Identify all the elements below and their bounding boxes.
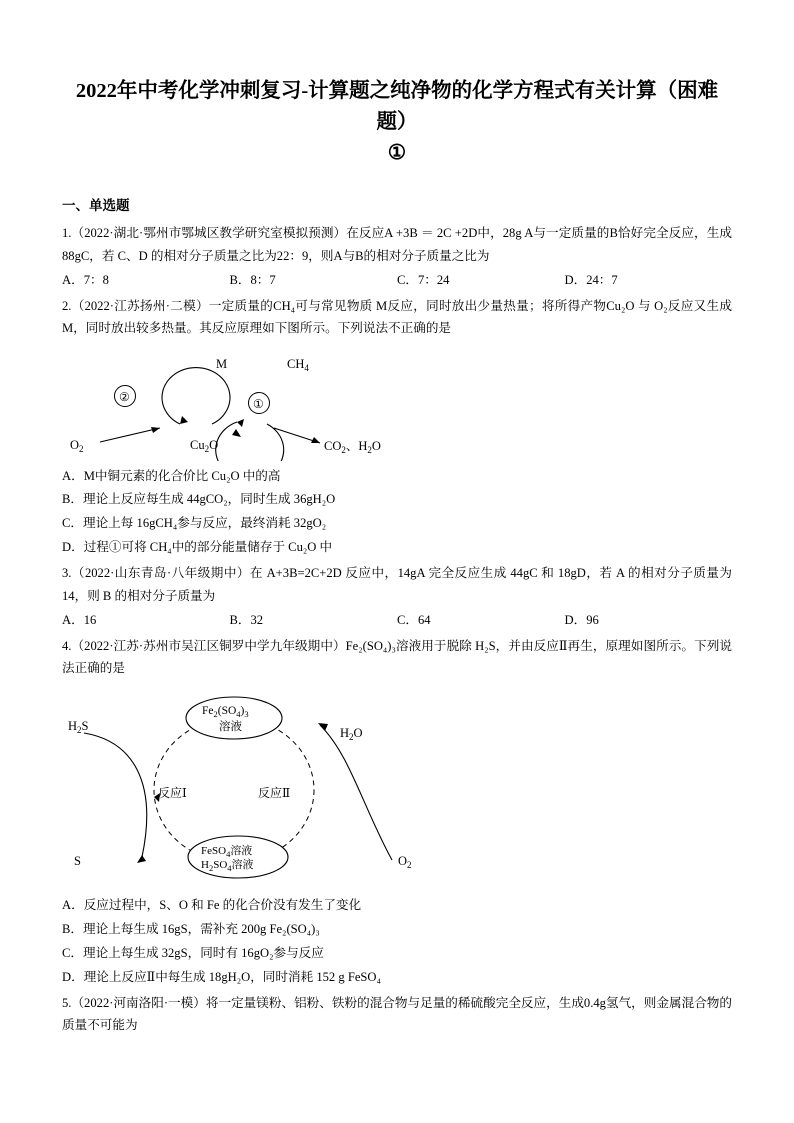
option-a[interactable]: A．M中铜元素的化合价比 Cu₂O 中的高 — [62, 468, 281, 483]
figure-label-o2: $O_2$ — [70, 437, 84, 454]
question-stem: 4.（2022·江苏·苏州市吴江区铜罗中学九年级期中）Fe₂(SO₄)₃溶液用于脱除 H₂S，并由反应Ⅱ再生，原理如图所示。下列说法正确的是 — [62, 638, 732, 676]
figure-label-h2o: $H_2O$ — [340, 726, 363, 743]
option-a[interactable]: A．16 — [62, 612, 97, 627]
figure-label-h2s: $H_2S$ — [68, 719, 89, 736]
option-b[interactable]: B．8：7 — [229, 273, 276, 288]
option-d[interactable]: D．24：7 — [564, 273, 618, 288]
question-options — [62, 269, 732, 292]
question-stem: 3.（2022·山东青岛·八年级期中）在 A+3B=2C+2D 反应中，14gA 完全反应生成 44gC 和 18gD，若 A 的相对分子质量为 14，则 B 的相对分子质量为 — [62, 566, 732, 603]
figure-label-reaction-1: 反应Ⅰ — [158, 786, 187, 801]
option-b[interactable]: B．32 — [229, 612, 264, 627]
figure-label-h2so4-solution: $H_2SO_4$溶液 — [201, 859, 254, 874]
figure-label-o2: $O_2$ — [398, 854, 412, 871]
figure-label-reaction-2: 反应Ⅱ — [258, 786, 291, 801]
question-stem: 5.（2022·河南洛阳·一模）将一定量镁粉、铝粉、铁粉的混合物与足量的稀硫酸完全反应，生成0.4g氢气，则金属混合物的质量不可能为 — [62, 996, 732, 1033]
option-c[interactable]: C．64 — [397, 612, 431, 627]
option-d[interactable]: D．理论上反应Ⅱ中每生成 18gH₂O，同时消耗 152 g FeSO₄ — [62, 970, 381, 985]
figure-label-fe2so4: $Fe_2(SO_4)_3$ — [202, 705, 249, 720]
option-c[interactable]: C．7：24 — [397, 273, 450, 288]
page-title-line1: 2022年中考化学冲刺复习-计算题之纯净物的化学方程式有关计算（困难题） — [75, 80, 719, 133]
figure-label-ch4: $CH_4$ — [287, 356, 309, 373]
figure-label-cu2o: $Cu_2O$ — [190, 437, 219, 454]
question-stem: 1.（2022·湖北·鄂州市鄂城区教学研究室模拟预测）在反应A +3B ＝ 2C +2D中，28g A与一定质量的B恰好完全反应，生成88gC，若 C、D 的相对分子质量之比为22：9，则A与B的相对分子质量之比为 — [62, 226, 732, 263]
section-heading: 一、单选题 — [62, 198, 130, 214]
option-a[interactable]: A．7：8 — [62, 273, 109, 288]
question-options — [62, 609, 732, 632]
figure-label-s: S — [74, 854, 81, 869]
figure-label-fe2so4-solution: 溶液 — [219, 721, 242, 734]
option-c[interactable]: C．理论上每生成 32gS，同时有 16gO₂参与反应 — [62, 946, 324, 961]
figure-cycle-ch4-cu2o — [62, 346, 732, 461]
option-d[interactable]: D．过程①可将 CH₄中的部分能量储存于 Cu₂O 中 — [62, 540, 333, 555]
option-c[interactable]: C．理论上每 16gCH₄参与反应，最终消耗 32gO₂ — [62, 516, 327, 531]
page-title — [62, 76, 732, 168]
option-a[interactable]: A．反应过程中，S、O 和 Fe 的化合价没有发生了变化 — [62, 898, 362, 913]
figure-label-circle-1: ① — [253, 396, 264, 411]
option-d[interactable]: D．96 — [564, 612, 599, 627]
page-title-line2: ① — [387, 141, 407, 164]
option-b[interactable]: B．理论上每生成 16gS，需补充 200g Fe₂(SO₄)₃ — [62, 922, 320, 937]
figure-label-m: M — [216, 356, 228, 371]
figure-label-products: $CO_2$、$H_2O$ — [324, 438, 381, 455]
question-stem: 2.（2022·江苏扬州·二模）一定质量的CH₄可与常见物质 M反应，同时放出少量热量；将所得产物Cu₂O 与 O₂反应又生成 M，同时放出较多热量。其反应原理如下图所示。下列说法不正确的是 — [62, 298, 732, 336]
figure-label-feso4-solution: FeSO$_4$溶液 — [201, 845, 253, 860]
figure-cycle-fe2so43 — [62, 685, 732, 890]
figure-label-circle-2: ② — [119, 389, 130, 404]
option-b[interactable]: B．理论上反应每生成 44gCO₂，同时生成 36gH₂O — [62, 492, 336, 507]
